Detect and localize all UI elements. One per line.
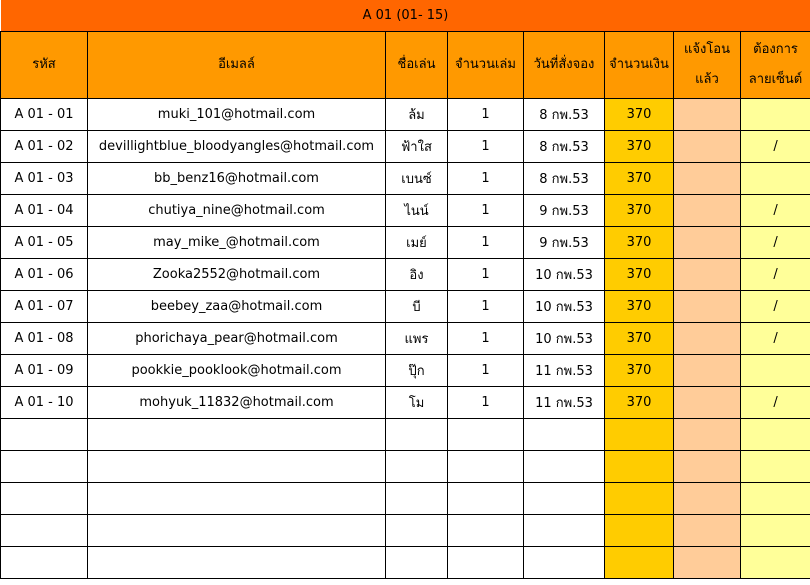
cell-notified[interactable] xyxy=(674,387,741,419)
cell-code[interactable] xyxy=(1,515,88,547)
cell-wants-signature[interactable] xyxy=(741,419,810,451)
cell-amount[interactable] xyxy=(605,547,674,579)
cell-quantity[interactable]: 1 xyxy=(448,387,524,419)
table-row xyxy=(1,515,810,547)
cell-nickname[interactable]: เบนซ์ xyxy=(386,163,448,195)
cell-nickname[interactable]: เมย์ xyxy=(386,227,448,259)
header-nickname[interactable]: ชื่อเล่น xyxy=(386,32,448,99)
cell-quantity[interactable]: 1 xyxy=(448,99,524,131)
cell-amount[interactable] xyxy=(605,419,674,451)
cell-email[interactable]: Zooka2552@hotmail.com xyxy=(88,259,386,291)
cell-quantity[interactable]: 1 xyxy=(448,131,524,163)
cell-code[interactable] xyxy=(1,483,88,515)
header-order-date[interactable]: วันที่สั่งจอง xyxy=(524,32,605,99)
cell-wants-signature[interactable]: / xyxy=(741,227,810,259)
cell-code[interactable]: A 01 - 01 xyxy=(1,99,88,131)
cell-amount[interactable]: 370 xyxy=(605,291,674,323)
cell-amount[interactable]: 370 xyxy=(605,259,674,291)
column-header-row xyxy=(1,32,810,99)
cell-nickname[interactable]: แพร xyxy=(386,323,448,355)
cell-quantity[interactable] xyxy=(448,547,524,579)
cell-wants-signature[interactable] xyxy=(741,515,810,547)
cell-nickname[interactable]: ไนน์ xyxy=(386,195,448,227)
cell-notified[interactable] xyxy=(674,451,741,483)
cell-wants-signature[interactable]: / xyxy=(741,291,810,323)
cell-code[interactable]: A 01 - 04 xyxy=(1,195,88,227)
table-row xyxy=(1,131,810,163)
cell-quantity[interactable]: 1 xyxy=(448,355,524,387)
cell-notified[interactable] xyxy=(674,131,741,163)
cell-code[interactable]: A 01 - 07 xyxy=(1,291,88,323)
cell-email[interactable] xyxy=(88,419,386,451)
sheet-title-row xyxy=(1,0,810,32)
cell-nickname[interactable]: ฟ้าใส xyxy=(386,131,448,163)
cell-wants-signature[interactable] xyxy=(741,451,810,483)
table-row xyxy=(1,195,810,227)
table-row xyxy=(1,483,810,515)
cell-email[interactable] xyxy=(88,547,386,579)
cell-email[interactable]: muki_101@hotmail.com xyxy=(88,99,386,131)
cell-code[interactable]: A 01 - 06 xyxy=(1,259,88,291)
table-row xyxy=(1,323,810,355)
header-email[interactable]: อีเมลล์ xyxy=(88,32,386,99)
cell-quantity[interactable]: 1 xyxy=(448,259,524,291)
cell-quantity[interactable]: 1 xyxy=(448,163,524,195)
cell-email[interactable]: beebey_zaa@hotmail.com xyxy=(88,291,386,323)
table-body xyxy=(1,99,810,579)
cell-amount[interactable]: 370 xyxy=(605,163,674,195)
cell-order-date[interactable] xyxy=(524,451,605,483)
cell-code[interactable] xyxy=(1,547,88,579)
cell-order-date[interactable] xyxy=(524,547,605,579)
cell-order-date[interactable]: 10 กพ.53 xyxy=(524,323,605,355)
header-amount[interactable]: จำนวนเงิน xyxy=(605,32,674,99)
cell-nickname[interactable] xyxy=(386,451,448,483)
cell-email[interactable]: pookkie_pooklook@hotmail.com xyxy=(88,355,386,387)
cell-nickname[interactable]: ปุ๊ก xyxy=(386,355,448,387)
cell-order-date[interactable]: 8 กพ.53 xyxy=(524,163,605,195)
cell-quantity[interactable] xyxy=(448,483,524,515)
cell-order-date[interactable]: 10 กพ.53 xyxy=(524,291,605,323)
cell-email[interactable] xyxy=(88,483,386,515)
header-code[interactable]: รหัส xyxy=(1,32,88,99)
cell-wants-signature[interactable] xyxy=(741,99,810,131)
cell-order-date[interactable] xyxy=(524,483,605,515)
cell-wants-signature[interactable] xyxy=(741,163,810,195)
cell-amount[interactable]: 370 xyxy=(605,323,674,355)
cell-notified[interactable] xyxy=(674,483,741,515)
header-wants-signature-line1: ต้องการ xyxy=(753,42,798,57)
cell-quantity[interactable]: 1 xyxy=(448,195,524,227)
cell-email[interactable]: may_mike_@hotmail.com xyxy=(88,227,386,259)
table-row xyxy=(1,419,810,451)
sheet-title: A 01 (01- 15) xyxy=(1,0,810,32)
cell-wants-signature[interactable]: / xyxy=(741,387,810,419)
cell-wants-signature[interactable]: / xyxy=(741,195,810,227)
cell-quantity[interactable]: 1 xyxy=(448,291,524,323)
cell-notified[interactable] xyxy=(674,259,741,291)
cell-amount[interactable]: 370 xyxy=(605,99,674,131)
cell-amount[interactable]: 370 xyxy=(605,131,674,163)
cell-notified[interactable] xyxy=(674,515,741,547)
cell-nickname[interactable]: บี xyxy=(386,291,448,323)
cell-nickname[interactable]: โม xyxy=(386,387,448,419)
table-row xyxy=(1,451,810,483)
cell-code[interactable]: A 01 - 05 xyxy=(1,227,88,259)
cell-order-date[interactable]: 9 กพ.53 xyxy=(524,227,605,259)
cell-amount[interactable] xyxy=(605,451,674,483)
cell-wants-signature[interactable]: / xyxy=(741,323,810,355)
cell-email[interactable]: bb_benz16@hotmail.com xyxy=(88,163,386,195)
cell-order-date[interactable] xyxy=(524,515,605,547)
cell-order-date[interactable] xyxy=(524,419,605,451)
cell-code[interactable]: A 01 - 08 xyxy=(1,323,88,355)
cell-order-date[interactable]: 11 กพ.53 xyxy=(524,387,605,419)
cell-nickname[interactable] xyxy=(386,419,448,451)
cell-notified[interactable] xyxy=(674,419,741,451)
cell-wants-signature[interactable] xyxy=(741,355,810,387)
table-row xyxy=(1,355,810,387)
cell-email[interactable]: phorichaya_pear@hotmail.com xyxy=(88,323,386,355)
table-row xyxy=(1,163,810,195)
cell-code[interactable]: A 01 - 03 xyxy=(1,163,88,195)
cell-order-date[interactable]: 10 กพ.53 xyxy=(524,259,605,291)
cell-nickname[interactable]: ล้ม xyxy=(386,99,448,131)
cell-wants-signature[interactable]: / xyxy=(741,259,810,291)
cell-code[interactable]: A 01 - 09 xyxy=(1,355,88,387)
cell-wants-signature[interactable] xyxy=(741,483,810,515)
cell-order-date[interactable]: 11 กพ.53 xyxy=(524,355,605,387)
table-row xyxy=(1,259,810,291)
cell-email[interactable]: chutiya_nine@hotmail.com xyxy=(88,195,386,227)
cell-notified[interactable] xyxy=(674,355,741,387)
cell-nickname[interactable] xyxy=(386,547,448,579)
cell-quantity[interactable] xyxy=(448,515,524,547)
cell-quantity[interactable] xyxy=(448,451,524,483)
table-row xyxy=(1,99,810,131)
cell-code[interactable] xyxy=(1,419,88,451)
cell-email[interactable]: mohyuk_11832@hotmail.com xyxy=(88,387,386,419)
cell-notified[interactable] xyxy=(674,163,741,195)
table-row xyxy=(1,387,810,419)
header-notified-line2: แล้ว xyxy=(695,72,719,87)
cell-amount[interactable]: 370 xyxy=(605,355,674,387)
cell-notified[interactable] xyxy=(674,195,741,227)
cell-email[interactable]: devillightblue_bloodyangles@hotmail.com xyxy=(88,131,386,163)
header-quantity[interactable]: จำนวนเล่ม xyxy=(448,32,524,99)
cell-notified[interactable] xyxy=(674,227,741,259)
cell-code[interactable] xyxy=(1,451,88,483)
cell-quantity[interactable]: 1 xyxy=(448,323,524,355)
cell-code[interactable]: A 01 - 02 xyxy=(1,131,88,163)
cell-order-date[interactable]: 8 กพ.53 xyxy=(524,131,605,163)
cell-nickname[interactable] xyxy=(386,515,448,547)
cell-amount[interactable] xyxy=(605,515,674,547)
cell-email[interactable] xyxy=(88,515,386,547)
cell-quantity[interactable]: 1 xyxy=(448,227,524,259)
cell-wants-signature[interactable] xyxy=(741,547,810,579)
cell-wants-signature[interactable]: / xyxy=(741,131,810,163)
header-notified-line1: แจ้งโอน xyxy=(683,42,731,57)
cell-notified[interactable] xyxy=(674,99,741,131)
cell-notified[interactable] xyxy=(674,547,741,579)
table-row xyxy=(1,547,810,579)
header-wants-signature-line2: ลายเซ็นต์ xyxy=(748,72,803,87)
cell-nickname[interactable] xyxy=(386,483,448,515)
table-row xyxy=(1,291,810,323)
cell-order-date[interactable]: 9 กพ.53 xyxy=(524,195,605,227)
cell-email[interactable] xyxy=(88,451,386,483)
cell-notified[interactable] xyxy=(674,323,741,355)
cell-notified[interactable] xyxy=(674,291,741,323)
header-wants-signature[interactable] xyxy=(741,32,810,99)
cell-order-date[interactable]: 8 กพ.53 xyxy=(524,99,605,131)
header-notified[interactable] xyxy=(674,32,741,99)
cell-amount[interactable] xyxy=(605,483,674,515)
cell-amount[interactable]: 370 xyxy=(605,387,674,419)
cell-amount[interactable]: 370 xyxy=(605,227,674,259)
cell-amount[interactable]: 370 xyxy=(605,195,674,227)
cell-code[interactable]: A 01 - 10 xyxy=(1,387,88,419)
table-row xyxy=(1,227,810,259)
cell-quantity[interactable] xyxy=(448,419,524,451)
cell-nickname[interactable]: อิง xyxy=(386,259,448,291)
